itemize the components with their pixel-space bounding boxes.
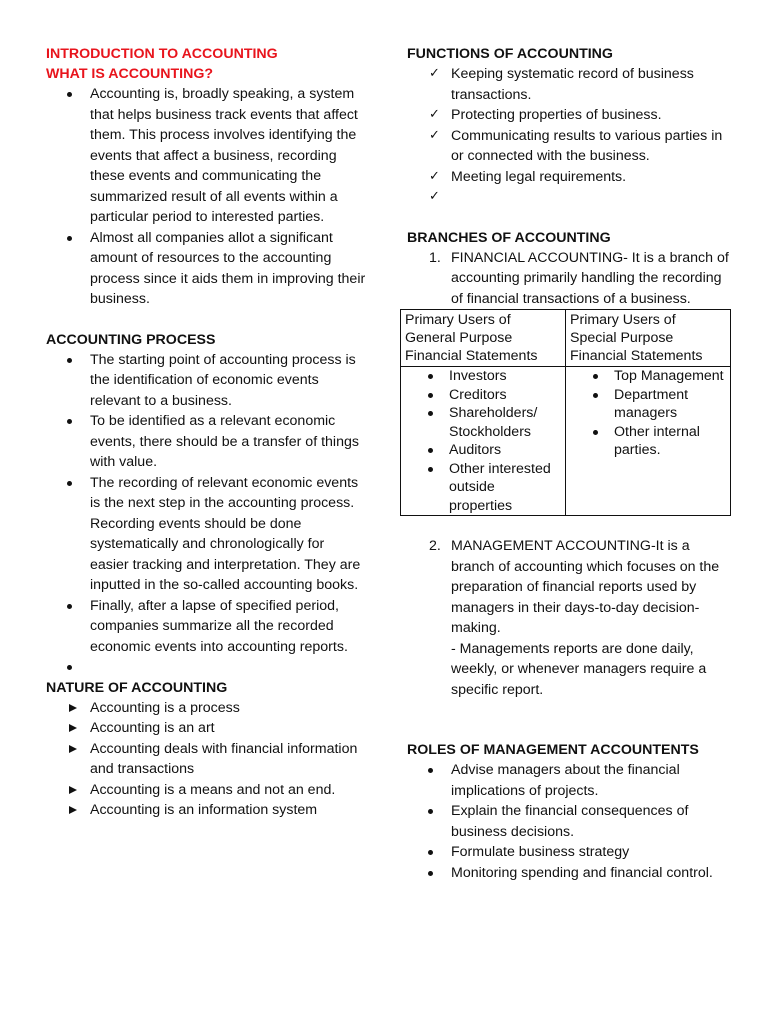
left-column	[46, 44, 366, 821]
list-item: Accounting is a means and not an end.	[46, 780, 366, 801]
branches-list-2	[407, 536, 732, 700]
list-item: Finally, after a lapse of specified period, companies summarize all the recorded economic events into accounting reports.	[46, 596, 366, 658]
list-item: Accounting is a process	[46, 698, 366, 719]
list-item: The recording of relevant economic events is the next step in the accounting process. Recording events should be done systematically and chronologically for easier tracking and interpretation. They are inputted in the so-called accounting books.	[46, 473, 366, 596]
management-accounting-note: - Managements reports are done daily, weekly, or whenever managers require a specific report.	[451, 640, 707, 698]
list-item: Auditors	[405, 441, 561, 460]
intro-title: INTRODUCTION TO ACCOUNTING	[46, 46, 278, 62]
list-item: The starting point of accounting process is the identification of economic events relevant to a business.	[46, 350, 366, 412]
financial-accounting-text: FINANCIAL ACCOUNTING- It is a branch of accounting primarily handling the recording of financial transactions of a business.	[451, 249, 729, 307]
list-item: Creditors	[405, 386, 561, 405]
list-item: ✓ Keeping systematic record of business transactions.	[407, 64, 732, 105]
management-accounting-text: MANAGEMENT ACCOUNTING-It is a branch of accounting which focuses on the preparation of financial reports used by managers in their days-to-day decision-making.	[451, 538, 720, 636]
roles-list	[407, 760, 732, 883]
list-item: ✓ Protecting properties of business.	[407, 105, 732, 126]
what-is-accounting-list	[46, 84, 366, 310]
general-users-list	[405, 367, 561, 515]
list-item: Investors	[405, 367, 561, 386]
right-column	[407, 44, 732, 883]
list-item: Other interested outside properties	[405, 460, 561, 516]
list-item	[407, 248, 732, 310]
item-number: 2.	[429, 538, 441, 554]
functions-title: FUNCTIONS OF ACCOUNTING	[407, 46, 613, 62]
nature-of-accounting-list	[46, 698, 366, 821]
list-item	[46, 657, 366, 678]
list-item: Explain the financial consequences of business decisions.	[407, 801, 732, 842]
functions-list	[407, 64, 732, 208]
item-number: 1.	[429, 249, 441, 266]
list-item: ✓ Meeting legal requirements.	[407, 167, 732, 188]
list-item: Other internal parties.	[570, 423, 726, 460]
table-header-general-purpose: Primary Users of General Purpose Financial Statements	[401, 310, 566, 367]
branches-title: BRANCHES OF ACCOUNTING	[407, 229, 611, 246]
list-item	[407, 536, 732, 700]
what-is-accounting-title: WHAT IS ACCOUNTING?	[46, 66, 214, 82]
list-item: Accounting deals with financial information and transactions	[46, 739, 366, 780]
accounting-process-list	[46, 350, 366, 678]
list-item: Monitoring spending and financial control.	[407, 863, 732, 884]
list-item	[407, 187, 732, 208]
list-item: Department managers	[570, 386, 726, 423]
branches-list-1	[407, 248, 732, 310]
users-table	[400, 309, 731, 516]
list-item: Top Management	[570, 367, 726, 386]
list-item: Accounting is an art	[46, 718, 366, 739]
nature-of-accounting-title: NATURE OF ACCOUNTING	[46, 679, 228, 696]
list-item: Accounting is an information system	[46, 800, 366, 821]
list-item: Formulate business strategy	[407, 842, 732, 863]
table-cell-general-users	[401, 367, 566, 516]
accounting-process-title: ACCOUNTING PROCESS	[46, 331, 216, 348]
list-item: Advise managers about the financial implications of projects.	[407, 760, 732, 801]
table-header-special-purpose: Primary Users of Special Purpose Financial Statements	[566, 310, 731, 367]
list-item: Almost all companies allot a significant amount of resources to the accounting process since it aids them in improving their business.	[46, 228, 366, 310]
list-item: ✓ Communicating results to various parties in or connected with the business.	[407, 126, 732, 167]
table-cell-special-users	[566, 367, 731, 516]
list-item: Accounting is, broadly speaking, a system that helps business track events that affect them. This process involves identifying the events that affect a business, recording these events and communicating the summarized result of all events within a particular period to interested parties.	[46, 84, 366, 228]
list-item: To be identified as a relevant economic events, there should be a transfer of things with value.	[46, 411, 366, 473]
roles-title: ROLES OF MANAGEMENT ACCOUNTENTS	[407, 742, 699, 758]
special-users-list	[570, 367, 726, 460]
list-item: Shareholders/ Stockholders	[405, 404, 561, 441]
